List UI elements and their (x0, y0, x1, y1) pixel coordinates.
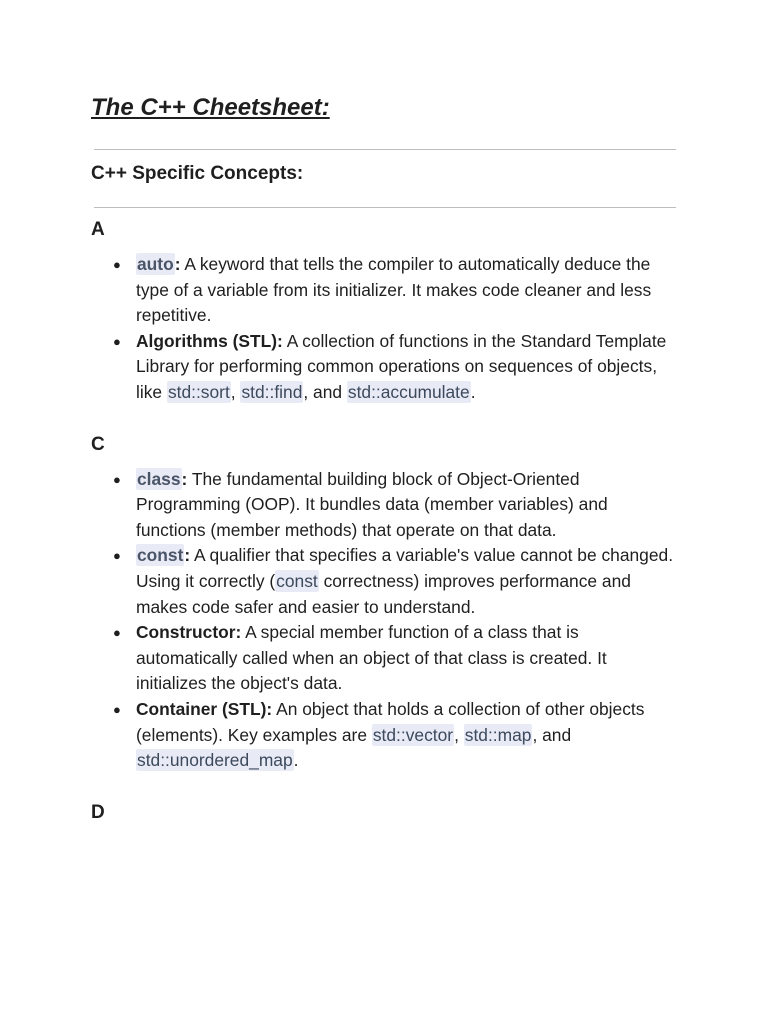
term-name-constructor: Constructor: (136, 622, 242, 643)
term-item-const (91, 543, 676, 620)
term-text: correctness) improves performance and makes code safer and easier to understand. (136, 570, 631, 617)
term-list-a (91, 252, 676, 406)
term-item-auto (91, 252, 676, 329)
code-std-find: std::find (241, 381, 303, 402)
term-text: . (470, 381, 476, 402)
term-text: , and (303, 381, 347, 402)
bullet-icon: ● (113, 257, 121, 272)
term-description: A keyword that tells the compiler to automatically deduce the type of a variable from its initializer. It makes code cleaner and less repetitive. (136, 254, 652, 326)
bullet-icon: ● (113, 701, 121, 717)
term-name-algorithms: Algorithms (STL): (136, 330, 283, 351)
bullet-icon: ● (113, 471, 121, 487)
term-description: A qualifier that specifies a variable's value cannot be changed. Using it correctly ( (136, 545, 674, 591)
term-name-container: Container (STL): (136, 698, 273, 719)
letter-heading-c: C (91, 433, 105, 455)
term-description: A collection of functions in the Standard Template Library for performing common operations on sequences of objects, like (136, 330, 667, 402)
term-text: , (230, 381, 241, 402)
section-heading: C++ Specific Concepts: (91, 163, 304, 184)
term-item-constructor (91, 620, 676, 697)
divider-top (94, 149, 676, 150)
term-text: . (293, 750, 299, 771)
letter-heading-d: D (91, 801, 105, 823)
term-code-const: const (137, 545, 184, 566)
code-std-accumulate: std::accumulate (347, 381, 470, 402)
divider-section (94, 207, 676, 208)
term-item-algorithms (91, 329, 676, 406)
term-colon: : (184, 545, 191, 566)
code-std-vector: std::vector (372, 724, 454, 745)
code-std-map: std::map (464, 724, 532, 745)
code-std-sort: std::sort (167, 381, 230, 402)
term-text: , (454, 724, 464, 745)
term-list-c (91, 467, 676, 774)
term-code-class: class (137, 468, 181, 489)
bullet-icon: ● (113, 548, 121, 564)
bullet-icon: ● (113, 333, 121, 349)
term-description: The fundamental building block of Object-Oriented Programming (OOP). It bundles data (member variables) and functions (member methods) that operate on that data. (136, 468, 608, 540)
term-code-auto: auto (137, 254, 174, 274)
term-text: , and (532, 724, 572, 745)
document-page (91, 92, 676, 826)
letter-heading-a: A (91, 219, 105, 240)
term-item-class (91, 467, 676, 544)
term-description: A special member function of a class that is automatically called when an object of that class is created. It initializes the object's data. (136, 622, 607, 694)
term-item-container (91, 697, 676, 774)
term-colon: : (174, 254, 181, 274)
code-const: const (276, 570, 318, 591)
code-std-unordered-map: std::unordered_map (137, 750, 293, 771)
document-title: The C++ Cheetsheet: (91, 94, 330, 121)
bullet-icon: ● (113, 625, 121, 641)
term-description: An object that holds a collection of other objects (elements). Key examples are (136, 698, 645, 745)
term-colon: : (181, 468, 188, 489)
